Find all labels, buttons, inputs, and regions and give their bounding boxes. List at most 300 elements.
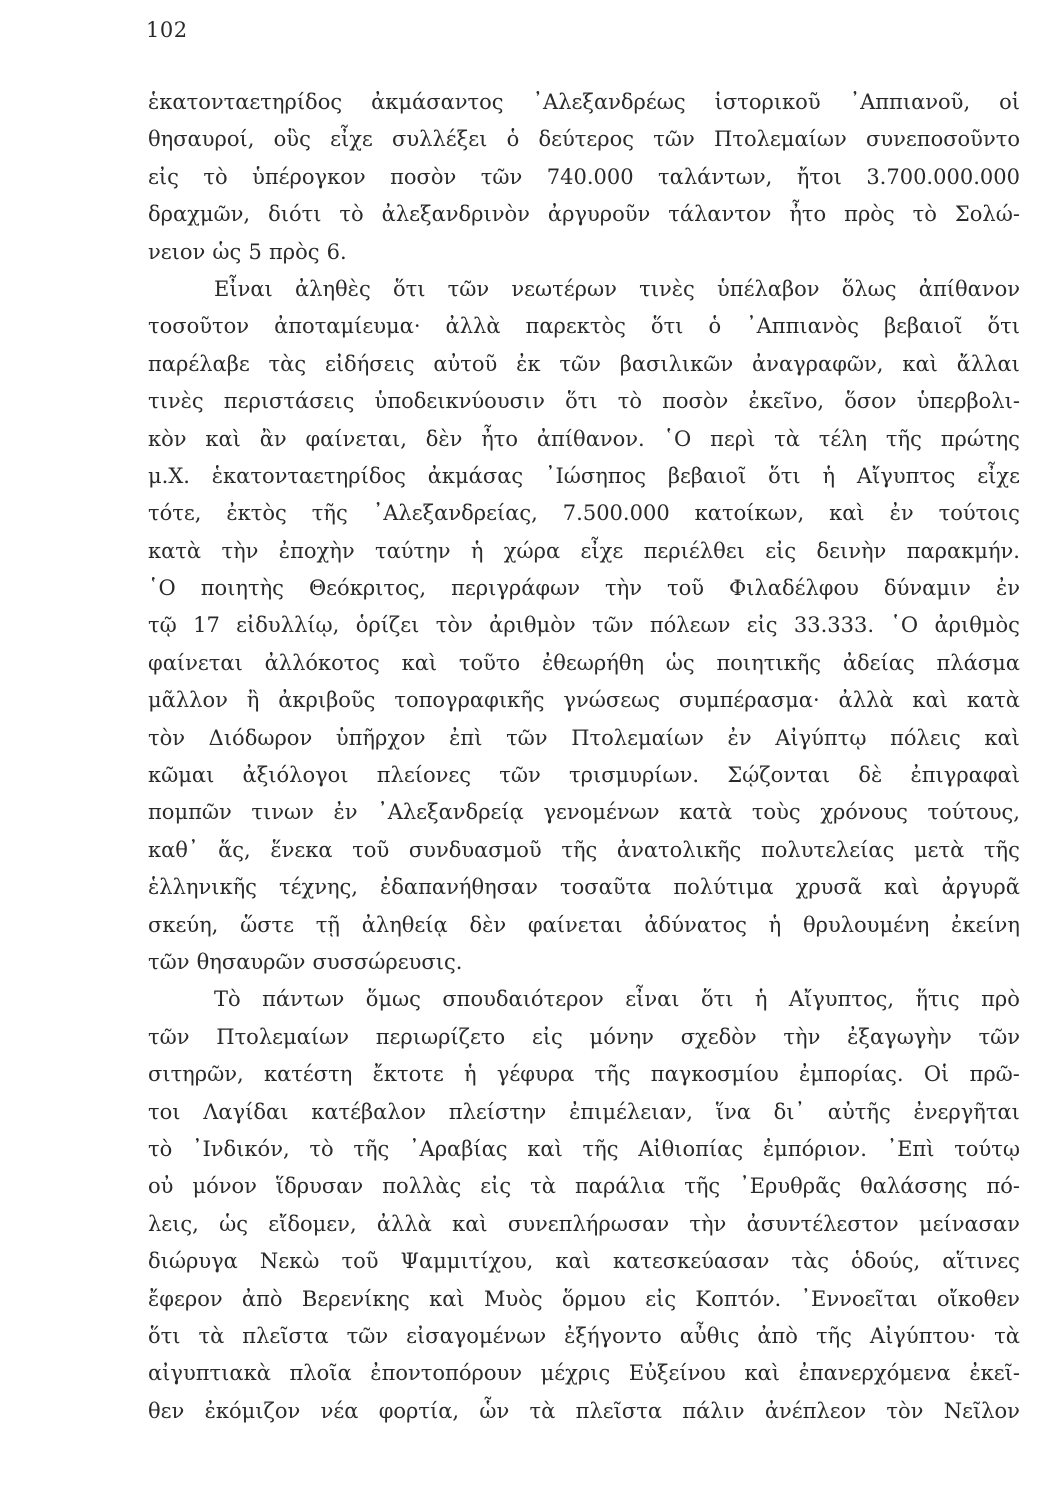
word: περιστάσεις: [223, 389, 355, 414]
word: καὶ: [912, 688, 948, 713]
word: 6.: [326, 239, 347, 264]
word: θεν: [148, 1398, 185, 1423]
word: αὐτοῦ: [433, 351, 498, 376]
word: πρὸς: [268, 239, 320, 264]
word: Τὸ: [214, 987, 241, 1012]
word: τῶν: [506, 725, 548, 750]
word: 7.500.000: [562, 501, 670, 526]
text-line: [148, 1131, 1020, 1168]
text-line: [148, 121, 1020, 158]
word: ἐπανερχόμενα: [798, 1361, 951, 1386]
word: κατέστη: [263, 1062, 353, 1087]
word: Εἶναι: [214, 276, 273, 301]
word: λεις,: [148, 1211, 199, 1236]
word: ἐμπορίας.: [798, 1062, 904, 1087]
word: σκεύη,: [148, 912, 219, 937]
word: συμπέρασμα·: [678, 688, 820, 713]
word: φαίνεται: [148, 650, 243, 675]
word: ᾽Αραβίας: [409, 1136, 508, 1161]
word: δι᾽: [773, 1099, 806, 1124]
word: εἶναι: [625, 987, 680, 1012]
word: τῶν: [480, 164, 523, 189]
word: ἦτο: [789, 202, 827, 227]
word: τῆς: [353, 1136, 390, 1161]
word: ἀδείας: [842, 650, 915, 675]
word: Νεῖλον: [943, 1398, 1020, 1423]
word: μόνην: [589, 1024, 654, 1049]
word: 740.000: [546, 164, 634, 189]
word: μετὰ: [913, 837, 965, 862]
word: δὲ: [858, 763, 883, 788]
word: τὴν: [221, 538, 259, 563]
word: ἀπίθανον.: [536, 426, 645, 451]
word: βασιλικῶν: [619, 351, 734, 376]
word: ὅρμου: [561, 1286, 626, 1311]
word: ποσὸν: [390, 164, 457, 189]
text-line: [148, 458, 1020, 495]
word: ἐν: [333, 800, 358, 825]
word: ἢ: [246, 688, 260, 713]
word: πόλεων: [649, 613, 731, 638]
word: ὅτι: [987, 314, 1020, 339]
word: συσσώρευσις.: [312, 949, 463, 974]
word: κατὰ: [679, 800, 733, 825]
word: Αἴγυπτος: [856, 463, 956, 488]
word: πρῶ-: [969, 1062, 1020, 1087]
word: ἵνα: [715, 1099, 751, 1124]
word: δεύτερος: [538, 127, 635, 152]
word: τῶν: [559, 351, 601, 376]
word: τὰς: [268, 351, 307, 376]
word: τινὲς: [148, 389, 204, 414]
word: ἔφερον: [148, 1286, 223, 1311]
word: ὡς: [665, 650, 695, 675]
text-line: [148, 645, 1020, 682]
word: οἱ: [999, 90, 1020, 114]
word: ὁ: [506, 127, 520, 152]
word: τῶν: [499, 763, 541, 788]
word: πολλὰς: [382, 1174, 462, 1199]
word: ὅσον: [844, 389, 897, 414]
word: παρέλαβε: [148, 351, 250, 376]
word: δὲν: [425, 426, 463, 451]
word: τούτους,: [927, 800, 1020, 825]
word: μείνασαν: [918, 1211, 1020, 1236]
word: τῶν: [447, 276, 490, 301]
word: ἀληθὲς: [294, 276, 371, 301]
word: ἐδαπανήθησαν: [380, 875, 538, 900]
word: Διόδωρον: [208, 725, 313, 750]
word: κὸν: [148, 426, 187, 451]
word: ἀργυροῦν: [547, 202, 651, 227]
word: ἐκεῖ-: [969, 1361, 1020, 1386]
word: ἀκμάσαντος: [371, 90, 504, 114]
word: ἀξιόλογοι: [242, 763, 349, 788]
word: πό-: [986, 1174, 1020, 1199]
text-line: [148, 682, 1020, 719]
word: εἰς: [148, 164, 179, 189]
word: Εὐξείνου: [628, 1361, 726, 1386]
word: τὸ: [309, 1136, 334, 1161]
word: πλοῖα: [289, 1361, 352, 1386]
word: ἐκτὸς: [226, 501, 287, 526]
word: Αἴγυπτος,: [788, 987, 895, 1012]
word: Οἱ: [923, 1062, 950, 1087]
word: ἀληθείᾳ: [361, 912, 448, 937]
word: τινων: [251, 800, 314, 825]
word: Σῴζονται: [727, 763, 831, 788]
word: τοὺς: [751, 800, 801, 825]
word: συνεπλήρωσαν: [507, 1211, 670, 1236]
word: ὑποδεικνύουσιν: [374, 389, 545, 414]
word: κατὰ: [966, 688, 1020, 713]
word: εἰδήσεις: [324, 351, 415, 376]
word: Νεκὼ: [259, 1249, 320, 1274]
word: 5: [248, 239, 262, 264]
text-line: [148, 720, 1020, 757]
word: ἐκ: [516, 351, 541, 376]
word: ἀλλόκοτος: [264, 650, 380, 675]
word: καὶ: [902, 351, 938, 376]
word: τῶν: [591, 613, 634, 638]
word: μᾶλλον: [148, 688, 228, 713]
word: ἄλλαι: [956, 351, 1020, 376]
word: συλλέξει: [392, 127, 488, 152]
word: καὶ: [205, 426, 241, 451]
word: δύναμιν: [883, 576, 971, 601]
text-line: [148, 981, 1020, 1018]
text-line: [148, 1019, 1020, 1056]
word: ἐξαγωγὴν: [847, 1024, 952, 1049]
word: ἀριθμὸν: [489, 613, 576, 638]
word: Πτολεμαίων: [216, 1024, 349, 1049]
word: Φιλαδέλφου: [729, 576, 859, 601]
word: κατὰ: [148, 538, 202, 563]
word: Βερενίκης: [301, 1286, 410, 1311]
text-line: [148, 1318, 1020, 1355]
text-line: [148, 869, 1020, 906]
word: ἀργυρᾶ: [941, 875, 1020, 900]
text-line: [148, 1281, 1020, 1318]
page-number: 102: [146, 18, 188, 42]
word: τῇ: [315, 912, 340, 937]
word: ὅτι: [768, 463, 801, 488]
text-line: [148, 84, 1020, 121]
text-line: [148, 533, 1020, 570]
word: τοῦ: [341, 1249, 379, 1274]
word: ᾽Αλεξανδρείας,: [372, 501, 538, 526]
text-line: [148, 234, 1020, 271]
word: τούτῳ: [954, 1136, 1020, 1161]
text-line: [148, 196, 1020, 233]
word: ἐξήγοντο: [564, 1323, 662, 1348]
word: πόλεις: [890, 725, 961, 750]
text-line: [148, 1393, 1020, 1430]
word: ἕνεκα: [270, 837, 333, 862]
word: τῆς: [983, 837, 1020, 862]
word: τῶν: [148, 1024, 190, 1049]
word: οἴκοθεν: [936, 1286, 1020, 1311]
word: ἀπὸ: [757, 1323, 798, 1348]
word: τῷ: [148, 613, 177, 638]
word: ἂν: [259, 426, 287, 451]
word: τὴν: [783, 1024, 821, 1049]
word: νέα: [320, 1398, 359, 1423]
text-line: [148, 271, 1020, 308]
word: τὸ: [912, 202, 937, 227]
word: εἰδυλλίῳ,: [236, 613, 340, 638]
text-line: [148, 607, 1020, 644]
word: τῆς: [815, 1323, 852, 1348]
word: ἑκατονταετηρίδος: [148, 90, 343, 114]
word: εἰς: [765, 538, 797, 563]
word: ῾Ο: [890, 613, 919, 638]
word: Μυὸς: [483, 1286, 543, 1311]
word: Ψαμμιτίχου,: [400, 1249, 534, 1274]
word: ταύτην: [374, 538, 451, 563]
word: μ.Χ.: [148, 463, 190, 488]
word: ᾽Ινδικόν,: [191, 1136, 290, 1161]
word: ἐν: [995, 576, 1020, 601]
word: ᾽Εννοεῖται: [800, 1286, 918, 1311]
text-line: [148, 1168, 1020, 1205]
word: μόνον: [192, 1174, 257, 1199]
word: τούτοις: [938, 501, 1020, 526]
word: καὶ: [401, 650, 438, 675]
word: Πτολεμαίων: [714, 127, 847, 152]
word: ὅτι: [392, 276, 426, 301]
word: ᾽Αλεξανδρείᾳ: [377, 800, 524, 825]
word: δεινὴν: [816, 538, 887, 563]
word: ἵδρυσαν: [275, 1174, 364, 1199]
word: ᾽Επὶ: [886, 1136, 935, 1161]
word: τέχνης,: [278, 875, 358, 900]
text-line: [148, 495, 1020, 532]
word: τὸ: [203, 164, 228, 189]
word: ἐποντοπόρουν: [370, 1361, 523, 1386]
word: τῆς: [684, 1174, 721, 1199]
word: ᾽Ερυθρᾶς: [739, 1174, 842, 1199]
word: τοῦ: [667, 576, 705, 601]
word: ἀκμάσας: [427, 463, 524, 488]
word: ἤτοι: [796, 164, 842, 189]
word: Αἰθιοπίας: [638, 1136, 744, 1161]
word: καὶ: [555, 1249, 591, 1274]
word: 33.333.: [793, 613, 875, 638]
word: ἥτις: [915, 987, 960, 1012]
word: τὸ: [617, 389, 642, 414]
word: ἀπίθανον: [918, 276, 1020, 301]
word: καὶ: [744, 1361, 780, 1386]
word: τάλαντον: [668, 202, 772, 227]
word: ποιητὴς: [200, 576, 284, 601]
word: γνώσεως: [563, 688, 660, 713]
word: 17: [193, 613, 220, 638]
word: περιέλθει: [643, 538, 745, 563]
word: ἡ: [470, 538, 484, 563]
word: θρυλουμένη: [802, 912, 930, 937]
text-line: [148, 570, 1020, 607]
word: καὶ: [429, 1286, 465, 1311]
word: εἴδομεν,: [268, 1211, 357, 1236]
word: πλεῖστα: [242, 1323, 329, 1348]
word: σχεδὸν: [680, 1024, 757, 1049]
word: τῆς: [582, 1136, 619, 1161]
word: ἐκείνη: [951, 912, 1020, 937]
word: ἀποταμίευμα·: [274, 314, 421, 339]
word: Θεόκριτος,: [308, 576, 427, 601]
word: τὰ: [774, 426, 800, 451]
word: τέλη: [818, 426, 868, 451]
word: φαίνεται: [527, 912, 623, 937]
word: οὐ: [148, 1174, 174, 1199]
word: θαλάσσης: [860, 1174, 968, 1199]
word: ἐπιμέλειαν,: [569, 1099, 693, 1124]
word: ἀλλὰ: [838, 688, 894, 713]
word: ὅτι: [565, 389, 598, 414]
word: κῶμαι: [148, 763, 215, 788]
word: εἰς: [746, 613, 778, 638]
word: τῶν: [346, 1323, 389, 1348]
word: νεωτέρων: [511, 276, 617, 301]
word: τὸν: [435, 613, 473, 638]
word: τοσοῦτον: [148, 314, 250, 339]
word: παγκοσμίου: [650, 1062, 779, 1087]
word: ἡ: [768, 912, 782, 937]
word: τὸ: [339, 202, 364, 227]
word: ᾽Αλεξανδρέως: [532, 90, 686, 114]
word: βεβαιοῖ: [883, 314, 963, 339]
word: ὁ: [708, 314, 722, 339]
word: ᾽Αππιανοῦ,: [849, 90, 971, 114]
word: καὶ: [984, 725, 1020, 750]
word: ἀνατολικῆς: [616, 837, 742, 862]
word: ἀλεξανδρινὸν: [381, 202, 530, 227]
word: ὅτι: [650, 314, 684, 339]
word: ἐποχὴν: [278, 538, 355, 563]
word: εἰς: [645, 1286, 677, 1311]
word: τὸν: [886, 1398, 924, 1423]
word: ἀλλὰ: [376, 1211, 432, 1236]
word: καὶ: [527, 1136, 563, 1161]
word: ἀκριβοῦς: [278, 688, 376, 713]
word: παρεκτὸς: [525, 314, 626, 339]
word: Αἰγύπτῳ: [775, 725, 867, 750]
word: ἑκατονταετηρίδος: [211, 463, 406, 488]
word: δραχμῶν,: [148, 202, 251, 227]
text-line: [148, 794, 1020, 831]
word: θησαυροί,: [148, 127, 255, 152]
word: ὑπέρογκον: [252, 164, 366, 189]
word: εἶχε: [977, 463, 1020, 488]
text-line: [148, 1094, 1020, 1131]
word: βεβαιοῖ: [667, 463, 747, 488]
word: ὡς: [219, 1211, 248, 1236]
word: καὶ: [883, 875, 920, 900]
word: ἐθεωρήθη: [541, 650, 645, 675]
word: πάντων: [262, 987, 345, 1012]
word: χρυσᾶ: [795, 875, 862, 900]
word: μέχρις: [540, 1361, 611, 1386]
word: ἐπιγραφαὶ: [910, 763, 1020, 788]
word: εἶχε: [330, 127, 373, 152]
word: τὰ: [198, 1323, 225, 1348]
word: ἐμπόριον.: [762, 1136, 867, 1161]
word: σπουδαιότερον: [442, 987, 604, 1012]
word: χώρα: [503, 538, 561, 563]
word: ἅς,: [218, 837, 251, 862]
body-text: [148, 84, 1020, 1430]
word: νειον: [148, 239, 206, 264]
word: ἔκτοτε: [372, 1062, 444, 1087]
text-line: [148, 1355, 1020, 1392]
word: πλεῖστα: [575, 1398, 662, 1423]
word: πλάσμα: [936, 650, 1020, 675]
text-line: [148, 308, 1020, 345]
word: ἀναγραφῶν,: [752, 351, 884, 376]
word: Αἰγύπτου·: [869, 1323, 977, 1348]
word: τρισμυρίων.: [569, 763, 700, 788]
word: σιτηρῶν,: [148, 1062, 244, 1087]
word: τῶν: [653, 127, 695, 152]
word: συνδυασμοῦ: [408, 837, 542, 862]
word: πολύτιμα: [673, 875, 774, 900]
word: τὸ: [148, 1136, 173, 1161]
word: περὶ: [710, 426, 756, 451]
word: κατεσκεύασαν: [612, 1249, 770, 1274]
word: εἶχε: [580, 538, 624, 563]
text-line: [148, 346, 1020, 383]
word: θησαυρῶν: [196, 949, 306, 974]
word: τῶν: [148, 949, 190, 974]
word: τὰς: [791, 1249, 829, 1274]
word: φαίνεται,: [305, 426, 407, 451]
word: δὲν: [469, 912, 507, 937]
word: 3.700.000.000: [866, 164, 1020, 189]
word: ἀλλὰ: [445, 314, 501, 339]
word: γενομένων: [543, 800, 660, 825]
word: παρακμήν.: [906, 538, 1020, 563]
word: γέφυρα: [496, 1062, 575, 1087]
word: κατέβαλον: [311, 1099, 427, 1124]
word: καθ᾽: [148, 837, 199, 862]
word: τὰ: [994, 1323, 1020, 1348]
word: ἱστορικοῦ: [714, 90, 821, 114]
word: αὖθις: [679, 1323, 740, 1348]
word: τοπογραφικῆς: [394, 688, 545, 713]
text-line: [148, 421, 1020, 458]
text-line: [148, 1243, 1020, 1280]
text-line: [148, 159, 1020, 196]
word: ἀπὸ: [241, 1286, 283, 1311]
word: ὥστε: [240, 912, 295, 937]
word: Κοπτόν.: [695, 1286, 782, 1311]
text-line: [148, 1056, 1020, 1093]
word: αὐτῆς: [827, 1099, 891, 1124]
word: τὴν: [689, 1211, 727, 1236]
word: χρόνους: [820, 800, 908, 825]
word: ὡς: [212, 239, 242, 264]
word: εἰς: [480, 1174, 512, 1199]
word: παράλια: [574, 1174, 666, 1199]
word: περιγράφων: [451, 576, 581, 601]
text-line: [148, 907, 1020, 944]
word: ἐν: [889, 501, 914, 526]
word: εἰσαγομένων: [406, 1323, 547, 1348]
word: πρὸ: [981, 987, 1020, 1012]
word: τῶν: [978, 1024, 1020, 1049]
word: ῾Ο: [663, 426, 692, 451]
